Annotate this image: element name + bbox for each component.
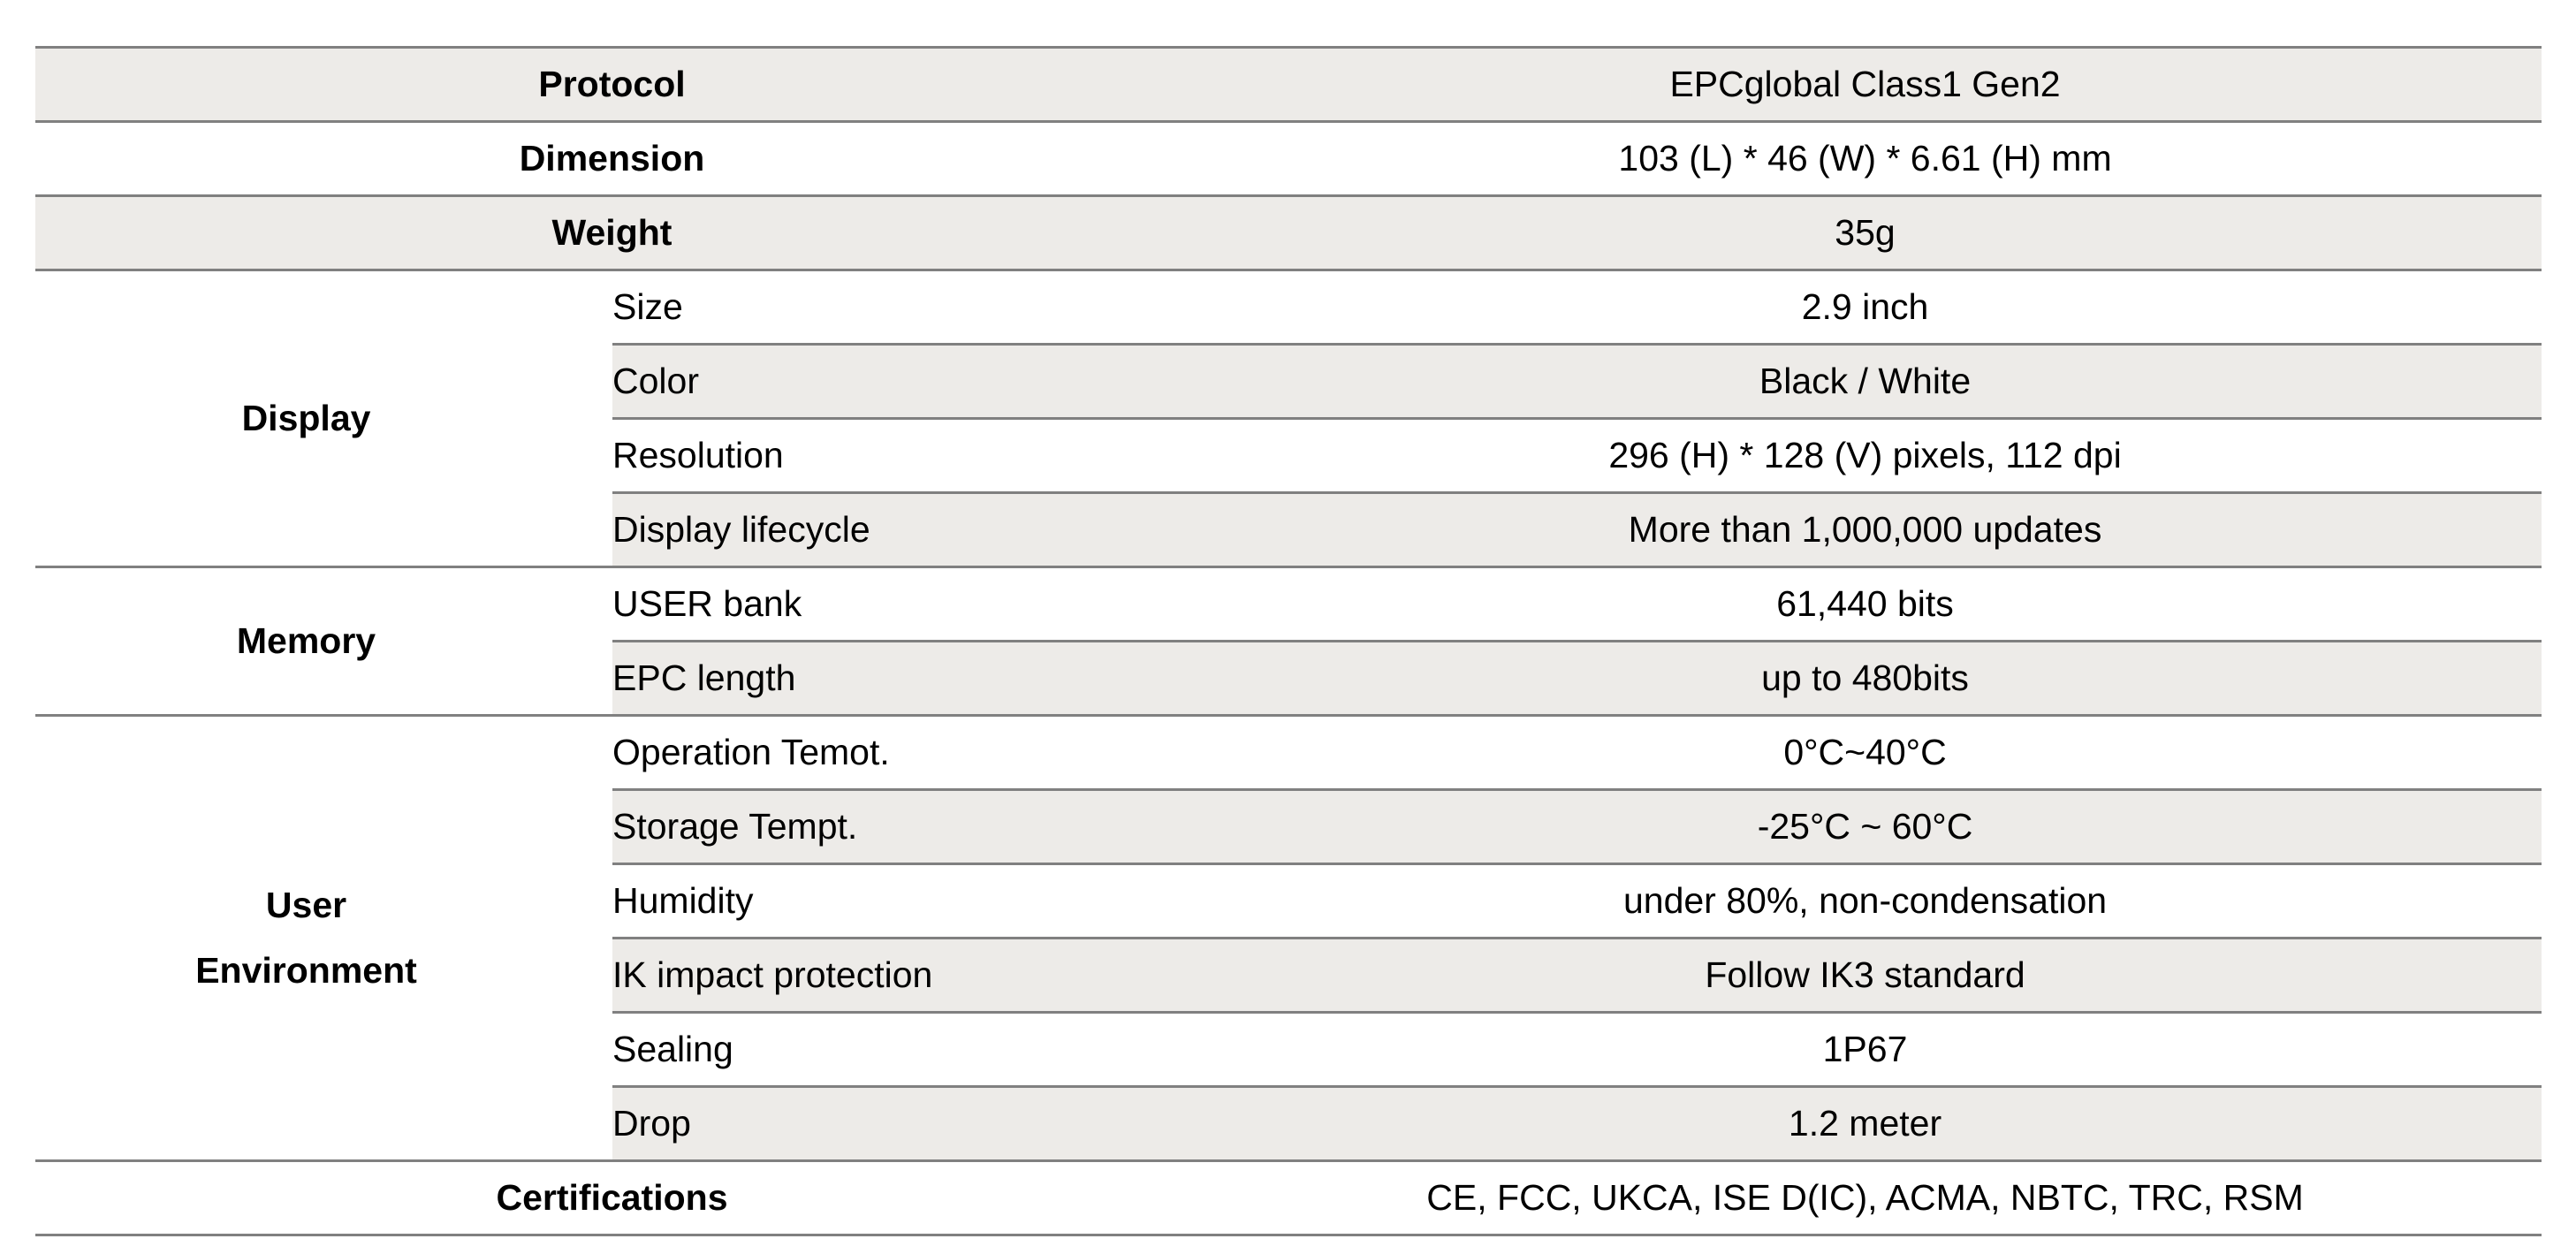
memory-user-bank-value: 61,440 bits bbox=[1189, 567, 2542, 642]
table-row-certifications bbox=[35, 1161, 2542, 1235]
display-group-label: Display bbox=[35, 270, 612, 567]
user-environment-label-line1: User bbox=[265, 884, 347, 925]
spec-table bbox=[35, 46, 2542, 1236]
certifications-value: CE, FCC, UKCA, ISE D(IC), ACMA, NBTC, TRC, RSM bbox=[1189, 1161, 2542, 1235]
table-row-display-size bbox=[35, 270, 2542, 345]
display-resolution-label: Resolution bbox=[612, 419, 1189, 493]
dimension-value: 103 (L) * 46 (W) * 6.61 (H) mm bbox=[1189, 122, 2542, 196]
env-drop-label: Drop bbox=[612, 1087, 1189, 1161]
env-humidity-value: under 80%, non-condensation bbox=[1189, 864, 2542, 939]
memory-epc-length-label: EPC length bbox=[612, 642, 1189, 716]
env-storage-temp-label: Storage Tempt. bbox=[612, 790, 1189, 864]
display-resolution-value: 296 (H) * 128 (V) pixels, 112 dpi bbox=[1189, 419, 2542, 493]
spec-sheet bbox=[35, 46, 2542, 1236]
table-row-dimension bbox=[35, 122, 2542, 196]
env-humidity-label: Humidity bbox=[612, 864, 1189, 939]
display-size-value: 2.9 inch bbox=[1189, 270, 2542, 345]
env-operation-temp-value: 0°C~40°C bbox=[1189, 716, 2542, 790]
display-lifecycle-label: Display lifecycle bbox=[612, 493, 1189, 567]
env-ik-impact-value: Follow IK3 standard bbox=[1189, 939, 2542, 1013]
weight-label: Weight bbox=[35, 196, 1189, 270]
env-sealing-value: 1P67 bbox=[1189, 1013, 2542, 1087]
display-color-label: Color bbox=[612, 345, 1189, 419]
protocol-value: EPCglobal Class1 Gen2 bbox=[1189, 48, 2542, 122]
user-environment-label bbox=[195, 873, 417, 1004]
certifications-label: Certifications bbox=[35, 1161, 1189, 1235]
user-environment-group-label bbox=[35, 716, 612, 1161]
env-storage-temp-value: -25°C ~ 60°C bbox=[1189, 790, 2542, 864]
display-color-value: Black / White bbox=[1189, 345, 2542, 419]
memory-epc-length-value: up to 480bits bbox=[1189, 642, 2542, 716]
env-sealing-label: Sealing bbox=[612, 1013, 1189, 1087]
protocol-label: Protocol bbox=[35, 48, 1189, 122]
memory-group-label: Memory bbox=[35, 567, 612, 716]
display-size-label: Size bbox=[612, 270, 1189, 345]
table-row-memory-user-bank bbox=[35, 567, 2542, 642]
table-row-env-operation-temp bbox=[35, 716, 2542, 790]
table-row-protocol bbox=[35, 48, 2542, 122]
user-environment-label-line2: Environment bbox=[195, 949, 417, 991]
weight-value: 35g bbox=[1189, 196, 2542, 270]
env-operation-temp-label: Operation Temot. bbox=[612, 716, 1189, 790]
env-drop-value: 1.2 meter bbox=[1189, 1087, 2542, 1161]
table-row-weight bbox=[35, 196, 2542, 270]
env-ik-impact-label: IK impact protection bbox=[612, 939, 1189, 1013]
display-lifecycle-value: More than 1,000,000 updates bbox=[1189, 493, 2542, 567]
dimension-label: Dimension bbox=[35, 122, 1189, 196]
memory-user-bank-label: USER bank bbox=[612, 567, 1189, 642]
